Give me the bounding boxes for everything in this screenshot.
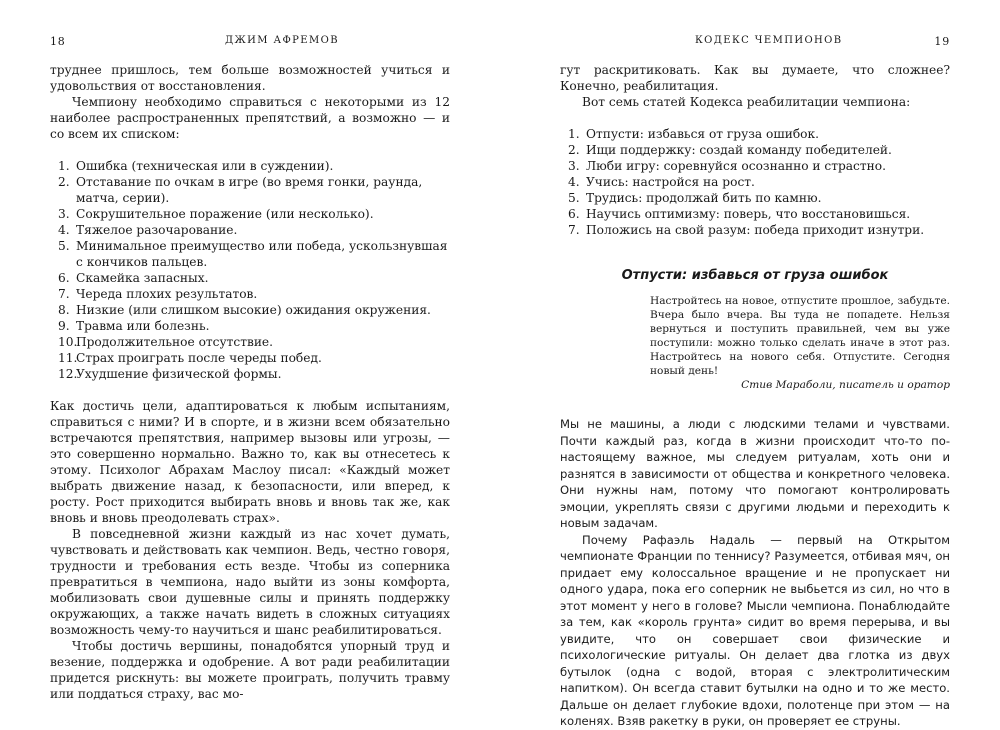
list-item: 1. Отпусти: избавься от груза ошибок. <box>568 127 820 141</box>
list-item: 8. Низкие (или слишком высокие) ожидания окружения. <box>58 303 431 317</box>
paragraph: В повседневной жизни каждый из нас хочет думать, чувствовать и действовать как чемпион. Ведь, честно говоря, трудности и требования есть везде. Чтобы из соперника превратиться в чемпиона, надо выйти из зоны комфорта, мобилизовать свои душевные силы и принять поддержку окружающих, а также начать видеть в сложных ситуациях возможность чему-то научиться и шанс реабилитироваться. <box>50 527 450 637</box>
list-item: 12. Ухудшение физической формы. <box>58 367 282 381</box>
list-item: 3. Люби игру: соревнуйся осознанно и страстно. <box>568 159 886 173</box>
running-head-book-title: КОДЕКС ЧЕМПИОНОВ <box>695 35 843 46</box>
list-item: 7. Положись на свой разум: победа приходит изнутри. <box>568 223 925 237</box>
list-item: 9. Травма или болезнь. <box>58 319 210 333</box>
list-item: 7. Череда плохих результатов. <box>58 287 258 301</box>
list-item: 11. Страх проиграть после череды побед. <box>58 351 322 365</box>
list-item: 10. Продолжительное отсутствие. <box>58 335 274 349</box>
right-page <box>560 0 950 728</box>
paragraph: Вот семь статей Кодекса реабилитации чемпиона: <box>582 95 911 109</box>
running-head-author: ДЖИМ АФРЕМОВ <box>225 35 339 46</box>
epigraph-source: Стив Мараболи, писатель и оратор <box>741 379 950 391</box>
running-header-left <box>50 35 450 49</box>
paragraph: Чтобы достичь вершины, понадобятся упорный труд и везение, поддержка и одобрение. А вот ради реабилитации придется рискнуть: вы можете проиграть, получить травму или поддаться страху, вас мо- <box>50 639 450 701</box>
paragraph: Как достичь цели, адаптироваться к любым испытаниям, справиться с ними? И в спорте, и в жизни всем обязательно встречаются препятствия, например вызовы или угрозы, — это совершенно нормально. Важно то, как вы отнесетесь к этому. Психолог Абрахам Маслоу писал: «Каждый может выбрать движение назад, к безопасности, или вперед, к росту. Рост приходится выбирать вновь и вновь так же, как вновь и вновь преодолевать страх». <box>50 399 450 525</box>
list-item: 6. Научись оптимизму: поверь, что восстановишься. <box>568 207 911 221</box>
list-item: 5. Минимальное преимущество или победа, ускользнувшая с кончиков пальцев. <box>58 239 448 269</box>
list-item: 6. Скамейка запасных. <box>58 271 209 285</box>
list-item: 3. Сокрушительное поражение (или несколько). <box>58 207 374 221</box>
list-item: 4. Учись: настройся на рост. <box>568 175 755 189</box>
paragraph: Почему Рафаэль Надаль — первый на Открытом чемпионате Франции по теннису? Разумеется, отбивая мяч, он придает ему колоссальное вращение и не пропускает ни одного удара, пока его соперник не выбьется из сил, но что в этот момент у него в голове? Мысли чемпиона. Понаблюдайте за тем, как «король грунта» сидит во время перерыва, и вы увидите, что он совершает свои физические и психологические ритуалы. Он делает два глотка из двух бутылок (одна с водой, вторая с электролитическим напитком). Он всегда ставит бутылки на одно и то же место. Дальше он делает глубокие вдохи, полотенце при этом — на коленях. Взяв ракетку в руки, он проверяет ее струны. <box>560 532 950 728</box>
paragraph: Мы не машины, а люди с людскими телами и чувствами. Почти каждый раз, когда в жизни происходит что-то по-настоящему важное, мы следуем ритуалам, хоть они и разнятся в зависимости от общества и конкретного человека. Они нужны нам, потому что помогают контролировать эмоции, укреплять связи с другими людьми и переходить к новым задачам. <box>560 417 950 530</box>
running-header-right <box>560 35 950 49</box>
page-number-right: 19 <box>934 35 950 48</box>
left-page-body <box>50 62 450 702</box>
list-item: 2. Ищи поддержку: создай команду победителей. <box>568 143 892 157</box>
obstacles-list <box>50 158 450 382</box>
list-item: 4. Тяжелое разочарование. <box>58 223 238 237</box>
paragraph: гут раскритиковать. Как вы думаете, что сложнее? Конечно, реабилитация. <box>560 63 950 93</box>
right-page-body <box>560 62 950 730</box>
paragraph: Чемпиону необходимо справиться с некоторыми из 12 наиболее распространенных препятствий, а возможно — и со всем их списком: <box>50 95 450 141</box>
epigraph: Настройтесь на новое, отпустите прошлое, забудьте. Вчера было вчера. Вы туда не попадете. Нельзя вернуться и поступить правильней, чем вы уже поступили: можно только сделать иначе в этот раз. Настройтесь на нового себя. Отпустите. Сегодня новый день! <box>650 295 950 377</box>
paragraph: труднее пришлось, тем больше возможностей учиться и удовольствия от восстановления. <box>50 63 450 93</box>
code-articles-list <box>560 126 950 238</box>
page-number-left: 18 <box>50 35 66 48</box>
left-page <box>50 0 450 712</box>
list-item: 5. Трудись: продолжай бить по камню. <box>568 191 822 205</box>
list-item: 2. Отставание по очкам в игре (во время гонки, раунда, матча, серии). <box>58 175 423 205</box>
section-heading: Отпусти: избавься от груза ошибок <box>621 268 889 283</box>
list-item: 1. Ошибка (техническая или в суждении). <box>58 159 334 173</box>
